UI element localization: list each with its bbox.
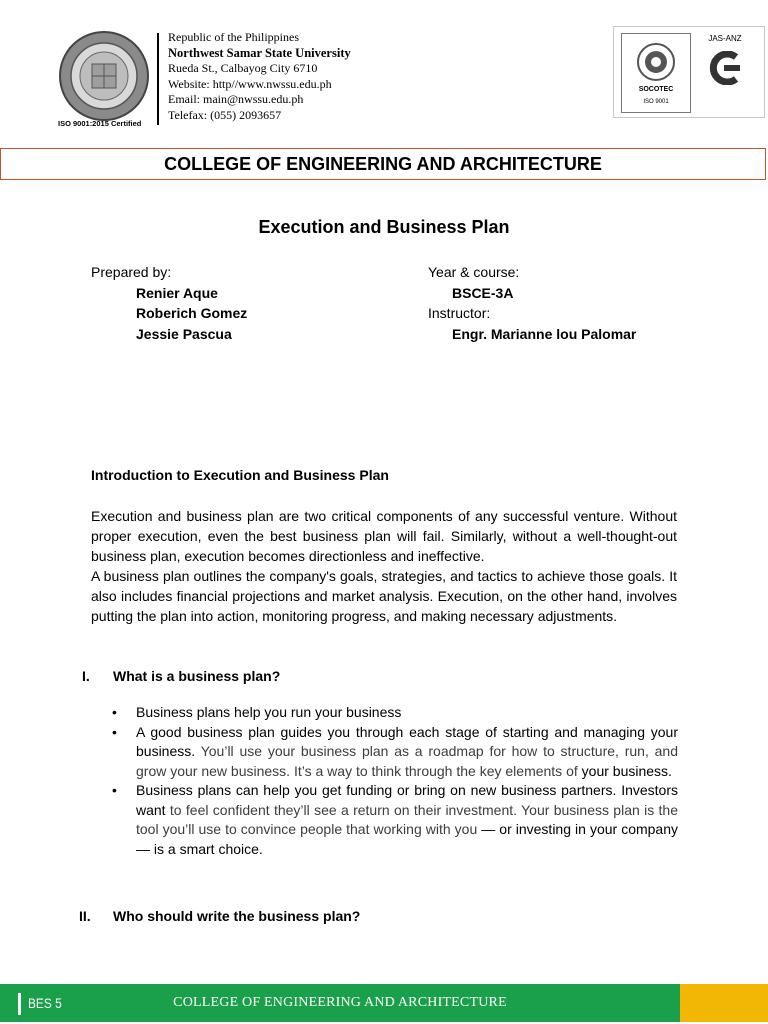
jas-anz-label: JAS-ANZ bbox=[708, 34, 742, 43]
footer-college-name: COLLEGE OF ENGINEERING AND ARCHITECTURE bbox=[173, 995, 507, 1010]
year-course-value: BSCE-3A bbox=[452, 285, 514, 301]
bullet-text: You’ll use your business plan as a roadmap for how to structure, run, and grow your new business. It’s a way to think through the key elements of bbox=[136, 743, 678, 779]
bullet-icon: • bbox=[112, 782, 117, 798]
intro-paragraph-2: A business plan outlines the company's goals, strategies, and tactics to achieve those goals. It also includes financial projections and market analysis. Execution, on the other hand, involves putting the plan into action, monitoring progress, and making necessary adjustments. bbox=[91, 568, 677, 624]
bullet-icon: • bbox=[112, 704, 117, 720]
bullet-text: Business plans can help you get funding or bring on new business partners. Investors want bbox=[136, 782, 678, 818]
jas-anz-emblem-icon bbox=[706, 51, 744, 85]
section-1-number: I. bbox=[82, 668, 90, 684]
university-name: Northwest Samar State University bbox=[168, 45, 351, 60]
college-title: COLLEGE OF ENGINEERING AND ARCHITECTURE bbox=[164, 153, 602, 174]
header-divider bbox=[157, 33, 159, 125]
telefax-line: Telefax: (055) 2093657 bbox=[168, 107, 282, 122]
socotec-logo bbox=[621, 33, 691, 113]
address-line: Rueda St., Calbayog City 6710 bbox=[168, 61, 318, 75]
list-item bbox=[112, 723, 678, 782]
republic-line: Republic of the Philippines bbox=[168, 30, 299, 44]
certification-logos bbox=[613, 26, 765, 118]
socotec-label: SOCOTEC bbox=[638, 86, 674, 93]
college-title-bar bbox=[0, 148, 766, 180]
intro-heading: Introduction to Execution and Business Plan bbox=[91, 467, 389, 483]
list-item bbox=[112, 703, 678, 723]
email-line: Email: main@nwssu.edu.ph bbox=[168, 92, 304, 106]
bullet-text: your business. bbox=[577, 762, 672, 779]
instructor-label: Instructor: bbox=[428, 305, 491, 321]
bullet-icon: • bbox=[112, 723, 117, 740]
socotec-emblem-icon bbox=[636, 42, 676, 82]
section-2-title: Who should write the business plan? bbox=[113, 908, 361, 924]
author-name: Renier Aque bbox=[136, 285, 218, 301]
bullet-text: — or investing in your company — is a smart choice. bbox=[136, 821, 678, 857]
iso-certified-label: ISO 9001:2015 Certified bbox=[58, 119, 142, 128]
section-1-bullets bbox=[112, 703, 678, 859]
website-line: Website: http//www.nwssu.edu.ph bbox=[168, 76, 332, 91]
footer-accent-block bbox=[680, 984, 768, 1022]
author-name: Jessie Pascua bbox=[136, 326, 232, 342]
instructor-name: Engr. Marianne lou Palomar bbox=[452, 326, 637, 342]
page-footer bbox=[0, 984, 768, 1022]
prepared-by-label: Prepared by: bbox=[91, 264, 172, 280]
jas-anz-logo bbox=[694, 33, 756, 111]
section-2-number: II. bbox=[79, 908, 91, 924]
list-item bbox=[112, 781, 678, 859]
section-1-title: What is a business plan? bbox=[113, 668, 281, 684]
document-title: Execution and Business Plan bbox=[258, 217, 510, 237]
bullet-text: Business plans help you run your business bbox=[136, 704, 402, 720]
header-info bbox=[168, 30, 351, 123]
university-seal-logo bbox=[52, 30, 156, 122]
author-name: Roberich Gomez bbox=[136, 305, 248, 321]
intro-paragraph-1: Execution and business plan are two critical components of any successful venture. Without proper execution, even the best business plan will fail. Similarly, without a well-thought-out business plan, execution becomes directionless and ineffective. bbox=[91, 508, 677, 564]
year-course-label: Year & course: bbox=[428, 264, 520, 280]
iso-9001-label: ISO 9001 bbox=[643, 99, 669, 105]
bullet-text: to feel confident they’ll see a return on their investment. Your business plan is the tool you’ll use to convince people that working with you bbox=[136, 801, 678, 837]
footer-course-code: BES 5 bbox=[28, 995, 62, 1011]
bullet-text: A good business plan guides you through each stage of starting and managing your business. bbox=[136, 723, 678, 759]
